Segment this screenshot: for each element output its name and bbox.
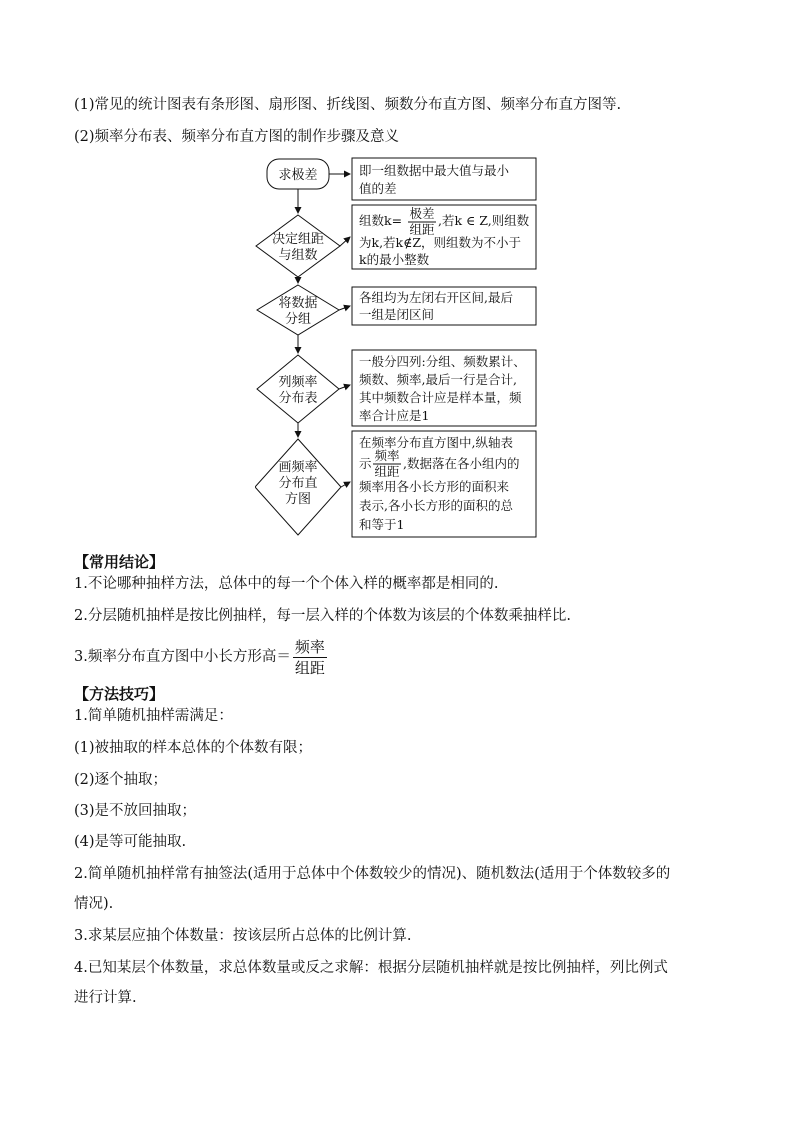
- note-5-line-5: 和等于1: [359, 517, 405, 532]
- note-2-post: ,若k ∈ Z,则组数: [438, 213, 530, 228]
- conclusion-3-numerator: 频率: [294, 637, 325, 656]
- step-5-label-2: 分布直: [278, 476, 318, 491]
- step-5-label-1: 画频率: [278, 460, 318, 475]
- method-2a: 2.简单随机抽样常有抽签法(适用于总体中个体数较少的情况)、随机数法(适用于个体数较多的: [74, 866, 671, 882]
- link-3: [339, 306, 350, 310]
- note-5-line-1: 在频率分布直方图中,纵轴表: [359, 435, 513, 450]
- conclusions-heading: 【常用结论】: [74, 553, 165, 571]
- note-1-line-2: 值的差: [359, 181, 397, 196]
- note-5-line-3: 频率用各小长方形的面积来: [359, 479, 510, 494]
- conclusion-3-fraction: [293, 637, 327, 678]
- step-3-label-2: 分组: [284, 312, 312, 327]
- methods-heading: 【方法技巧】: [74, 685, 165, 703]
- note-5-frac-den: 组距: [374, 464, 400, 479]
- method-3: 3.求某层应抽个体数量：按该层所占总体的比例计算.: [74, 928, 412, 944]
- note-3-line-2: 一组是闭区间: [359, 307, 435, 322]
- method-1: 1.简单随机抽样需满足：: [74, 708, 233, 724]
- intro-line-2: (2)频率分布表、频率分布直方图的制作步骤及意义: [74, 129, 400, 145]
- conclusion-2: 2.分层随机抽样是按比例抽样，每一层入样的个体数为该层的个体数乘抽样比.: [74, 608, 571, 624]
- conclusion-3: [74, 637, 329, 677]
- note-2-line-3: k的最小整数: [359, 252, 430, 267]
- note-4-line-4: 率合计应是1: [359, 408, 430, 423]
- intro-line-1: (1)常见的统计图表有条形图、扇形图、折线图、频数分布直方图、频率分布直方图等.: [74, 97, 622, 113]
- step-1-label: 求极差: [278, 168, 318, 183]
- step-4-label-2: 分布表: [278, 391, 318, 406]
- note-2-frac-num: 极差: [409, 206, 435, 221]
- method-4a: 4.已知某层个体数量，求总体数量或反之求解：根据分层随机抽样就是按比例抽样，列比例式: [74, 960, 668, 976]
- method-1a: (1)被抽取的样本总体的个体数有限；: [74, 740, 313, 756]
- note-2-line-2: 为k,若k∉Z，则组数为不小于: [359, 235, 522, 250]
- step-4-label-1: 列频率: [278, 375, 318, 390]
- method-2b: 情况).: [74, 896, 114, 912]
- step-2-label-2: 与组数: [278, 248, 318, 263]
- note-1-line-1: 即一组数据中最大值与最小: [359, 163, 510, 178]
- step-2-label-1: 决定组距: [271, 232, 325, 247]
- frequency-distribution-flowchart: [255, 155, 545, 540]
- conclusion-3-denominator: 组距: [294, 658, 325, 677]
- step-5-label-3: 方图: [284, 492, 312, 507]
- link-5: [341, 482, 350, 487]
- note-5-line-4: 表示,各小长方形的面积的总: [359, 498, 513, 513]
- step-3-label-1: 将数据: [278, 296, 318, 311]
- method-1c: (3)是不放回抽取；: [74, 803, 197, 819]
- method-4b: 进行计算.: [74, 990, 137, 1006]
- note-4-line-1: 一般分四列:分组、频数累计、: [359, 354, 526, 369]
- note-5-pre: 示: [359, 456, 372, 471]
- conclusion-1: 1.不论哪种抽样方法，总体中的每一个个体入样的概率都是相同的.: [74, 576, 499, 592]
- note-3-line-1: 各组均为左闭右开区间,最后: [359, 290, 513, 305]
- note-2-frac-den: 组距: [409, 222, 435, 237]
- note-2-pre: 组数k=: [359, 213, 403, 228]
- method-1b: (2)逐个抽取；: [74, 772, 168, 788]
- link-4: [339, 385, 350, 389]
- note-5-frac-num: 频率: [374, 448, 400, 463]
- link-2: [340, 237, 350, 246]
- method-1d: (4)是等可能抽取.: [74, 834, 187, 850]
- note-5-post: ,数据落在各小组内的: [403, 456, 520, 471]
- note-4-line-3: 其中频数合计应是样本量，频: [359, 390, 522, 405]
- conclusion-3-text: 3.频率分布直方图中小长方形高＝: [74, 649, 291, 665]
- note-4-line-2: 频数、频率,最后一行是合计,: [359, 372, 517, 387]
